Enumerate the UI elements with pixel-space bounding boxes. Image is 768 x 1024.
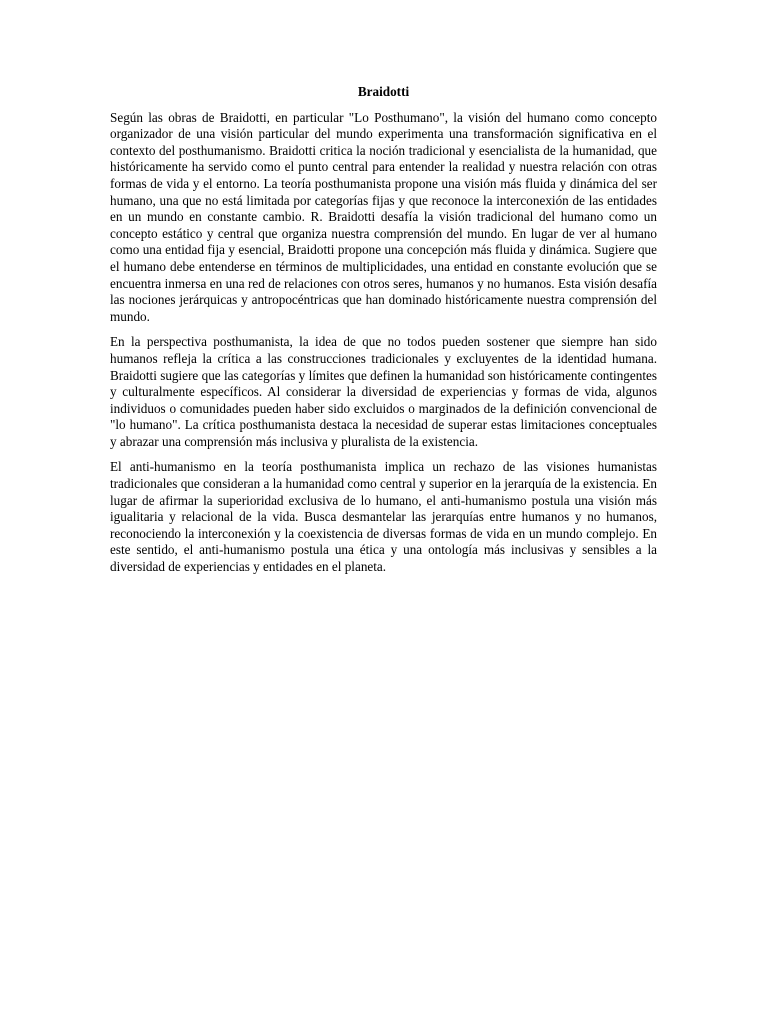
document-title: Braidotti [357,84,410,99]
paragraph-2: En la perspectiva posthumanista, la idea de que no todos pueden sostener que siempre han sido humanos refleja la crítica a las construcciones tradicionales y excluyentes de la identidad humana. Braidotti sugiere que las categorías y límites que definen la humanidad son históricamente contingentes y culturalmente específicos. Al considerar la diversidad de experiencias y formas de vida, algunos individuos o comunidades pueden haber sido excluidos o marginados de la definición convencional de "lo humano". La crítica posthumanista destaca la necesidad de superar estas limitaciones conceptuales y abrazar una comprensión más inclusiva y pluralista de la existencia. [110,334,657,449]
paragraph-3: El anti-humanismo en la teoría posthumanista implica un rechazo de las visiones humanistas tradicionales que consideran a la humanidad como central y superior en la jerarquía de la existencia. En lugar de afirmar la superioridad exclusiva de lo humano, el anti-humanismo postula una visión más igualitaria y relacional de la vida. Busca desmantelar las jerarquías entre humanos y no humanos, reconociendo la interconexión y la coexistencia de diversas formas de vida en un mundo complejo. En este sentido, el anti-humanismo postula una ética y una ontología más inclusivas y sensibles a la diversidad de experiencias y entidades en el planeta. [110,459,657,575]
document-body [110,84,657,585]
paragraph-1: Según las obras de Braidotti, en particular "Lo Posthumano", la visión del humano como concepto organizador de una visión particular del mundo experimenta una transformación significativa en el contexto del posthumanismo. Braidotti critica la noción tradicional y esencialista de la humanidad, que históricamente ha servido como el punto central para entender la realidad y nuestra relación con otras formas de vida y el entorno. La teoría posthumanista propone una visión más fluida y dinámica del ser humano, una que no está limitada por categorías fijas y que reconoce la interconexión de las entidades en un mundo en constante cambio. R. Braidotti desafía la visión tradicional del humano como un concepto estático y central que organiza nuestra comprensión del mundo. En lugar de ver al humano como una entidad fija y esencial, Braidotti propone una concepción más fluida y dinámica. Sugiere que el humano debe entenderse en términos de multiplicidades, una entidad en constante evolución que se encuentra inmersa en una red de relaciones con otros seres, humanos y no humanos. Esta visión desafía las nociones jerárquicas y antropocéntricas que han dominado históricamente nuestra comprensión del mundo. [110,109,657,324]
